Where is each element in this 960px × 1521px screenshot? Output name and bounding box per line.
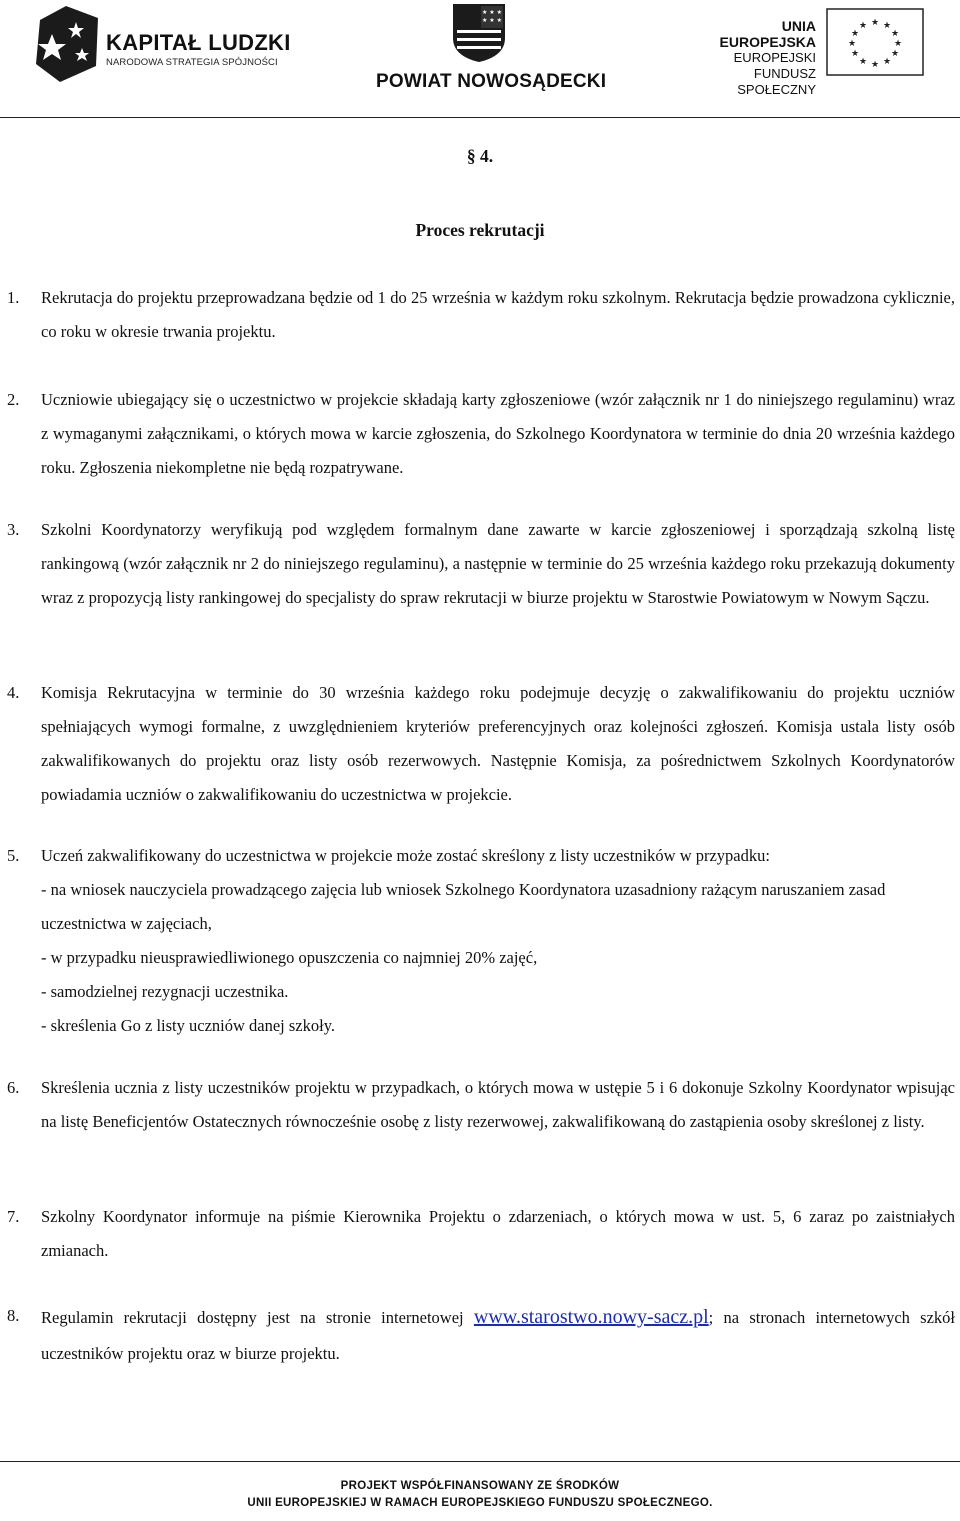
item-4-text: Komisja Rekrutacyjna w terminie do 30 września każdego roku podejmuje decyzję o zakwalifikowaniu do projektu uczniów spełniających wymogi formalne, z uwzględnieniem kryteriów preferencyjnych oraz kolejności zgłoszeń. Komisja ustala listy osób zakwalifikowanych do projektu oraz listy osób rezerwowych. Następnie Komisja, za pośrednictwem Szkolnych Koordynatorów powiadamia uczniów o zakwalifikowaniu do uczestnictwa w projekcie. (41, 683, 955, 804)
page-header (0, 0, 960, 118)
svg-text:★ ★ ★: ★ ★ ★ (482, 9, 502, 16)
item-5-bullet: - skreślenia Go z listy uczniów danej szkoły. (41, 1016, 336, 1035)
ue-line1: UNIA EUROPEJSKA (719, 18, 816, 50)
item-number: 4. (7, 683, 20, 702)
kl-subtitle: NARODOWA STRATEGIA SPÓJNOŚCI (106, 57, 278, 68)
svg-text:★: ★ (858, 57, 868, 67)
svg-text:★: ★ (850, 49, 860, 59)
item-number: 2. (7, 390, 20, 409)
item-number: 1. (7, 288, 20, 307)
item-5-bullet: - samodzielnej rezygnacji uczestnika. (41, 982, 289, 1001)
powiat-name: POWIAT NOWOSĄDECKI (376, 71, 607, 92)
header-divider (0, 117, 960, 118)
item-5-intro: Uczeń zakwalifikowany do uczestnictwa w projekcie może zostać skreślony z listy uczestników w przypadku: (41, 846, 770, 865)
svg-text:★: ★ (882, 57, 892, 67)
item-5-bullet: - na wniosek nauczyciela prowadzącego zajęcia lub wniosek Szkolnego Koordynatora uzasadniony rażącym naruszaniem zasad uczestnictwa w zajęciach, (41, 880, 886, 933)
eu-flag-icon (826, 8, 924, 76)
svg-text:★: ★ (890, 49, 900, 59)
item-8-pre: Regulamin rekrutacji dostępny jest na stronie internetowej (41, 1308, 474, 1327)
svg-text:★: ★ (850, 29, 860, 39)
svg-text:★: ★ (893, 39, 903, 49)
ue-wordmark (686, 18, 816, 98)
item-2-text: Uczniowie ubiegający się o uczestnictwo w projekcie składają karty zgłoszeniowe (wzór załącznik nr 1 do niniejszego regulaminu) wraz z wymaganymi załącznikami, o których mowa w karcie zgłoszenia, do Szkolnego Koordynatora w terminie do dnia 20 września każdego roku. Zgłoszenia niekompletne nie będą rozpatrywane. (41, 390, 955, 477)
svg-text:★: ★ (882, 21, 892, 31)
item-8-text (41, 1299, 955, 1372)
kapital-ludzki-wordmark (106, 31, 291, 68)
footer-line-1: PROJEKT WSPÓŁFINANSOWANY ZE ŚRODKÓW (340, 1480, 620, 1492)
svg-text:★: ★ (858, 21, 868, 31)
section-title: Proces rekrutacji (415, 220, 545, 240)
kapital-ludzki-logo-icon (30, 4, 102, 84)
svg-text:★: ★ (890, 29, 900, 39)
svg-text:★ ★ ★: ★ ★ ★ (482, 17, 502, 24)
footer-line-2: UNII EUROPEJSKIEJ W RAMACH EUROPEJSKIEGO FUNDUSZU SPOŁECZNEGO. (247, 1497, 713, 1509)
ue-line3: FUNDUSZ SPOŁECZNY (737, 66, 816, 97)
section-number: § 4. (466, 146, 494, 166)
footer-divider (0, 1461, 960, 1462)
svg-text:★: ★ (870, 60, 880, 70)
item-3-text: Szkolni Koordynatorzy weryfikują pod względem formalnym dane zawarte w karcie zgłoszeniowej i sporządzają szkolną listę rankingową (wzór załącznik nr 2 do niniejszego regulaminu), a następnie w terminie do 25 września każdego roku przekazują dokumenty wraz z propozycją listy rankingowej do specjalisty do spraw rekrutacji w biurze projektu w Starostwie Powiatowym w Nowym Sączu. (41, 520, 955, 607)
svg-text:★: ★ (847, 39, 857, 49)
svg-text:★: ★ (870, 18, 880, 28)
starostwo-link[interactable]: www.starostwo.nowy-sacz.pl (473, 1306, 709, 1328)
item-number: 6. (7, 1078, 20, 1097)
powiat-crest-icon (451, 2, 507, 64)
ue-line2: EUROPEJSKI (733, 50, 816, 65)
item-8-post: ; na stronach internetowych szkół uczestników projektu oraz w biurze projektu. (41, 1308, 955, 1363)
item-number: 8. (7, 1306, 20, 1325)
item-7-text: Szkolny Koordynator informuje na piśmie Kierownika Projektu o zdarzeniach, o których mowa w ust. 5, 6 zaraz po zaistniałych zmianach. (41, 1207, 955, 1260)
item-5-bullet: - w przypadku nieusprawiedliwionego opuszczenia co najmniej 20% zajęć, (41, 948, 538, 967)
item-6-text: Skreślenia ucznia z listy uczestników projektu w przypadkach, o których mowa w ustępie 5 i 6 dokonuje Szkolny Koordynator wpisując na listę Beneficjentów Ostatecznych równocześnie osobę z listy rezerwowej, zakwalifikowaną do zastąpienia osoby skreślonej z listy. (41, 1078, 955, 1131)
item-number: 5. (7, 846, 20, 865)
item-number: 3. (7, 520, 20, 539)
page-footer (0, 1478, 960, 1512)
kl-title: KAPITAŁ LUDZKI (106, 30, 291, 55)
item-number: 7. (7, 1207, 20, 1226)
item-1-text: Rekrutacja do projektu przeprowadzana będzie od 1 do 25 września w każdym roku szkolnym. Rekrutacja będzie prowadzona cyklicznie, co roku w okresie trwania projektu. (41, 288, 955, 341)
